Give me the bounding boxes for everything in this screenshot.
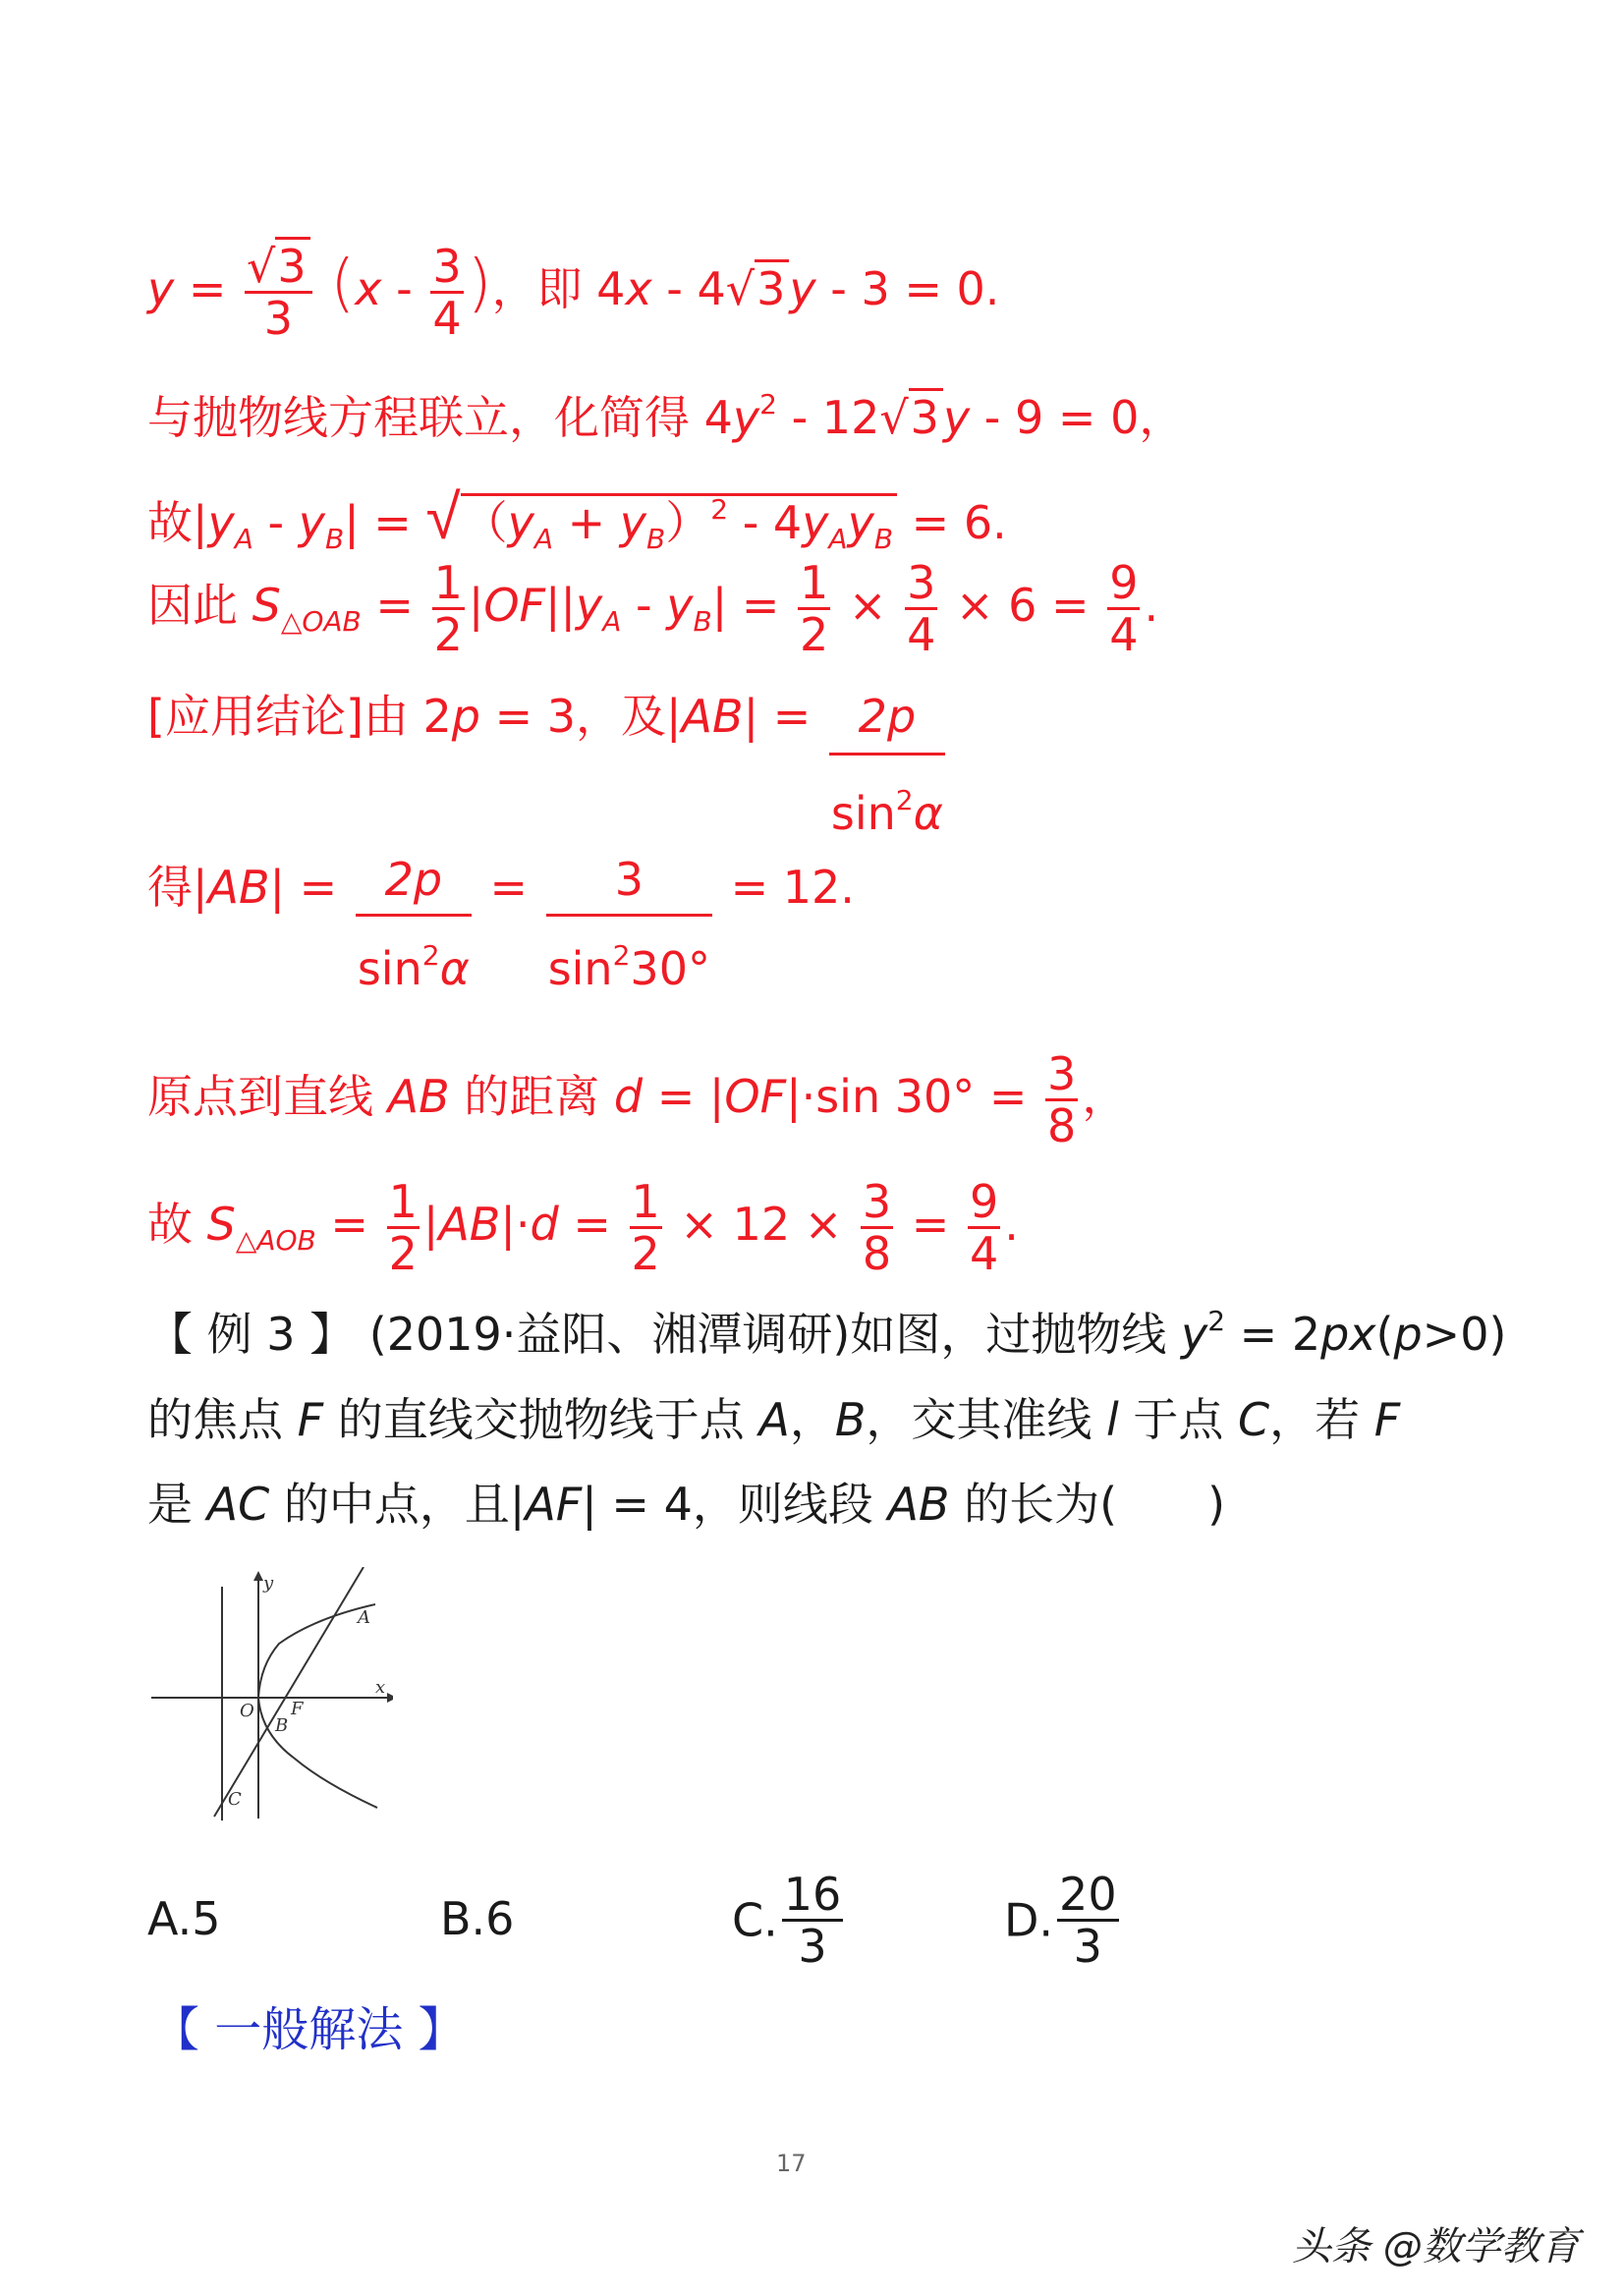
fraction	[782, 1868, 844, 1973]
radicand: 3	[909, 388, 943, 444]
superscript: 2	[710, 493, 729, 526]
fraction-3-over-4	[430, 240, 463, 345]
var-of: OF	[483, 579, 546, 632]
var-ab: AB	[887, 1478, 950, 1531]
var-y: y	[942, 391, 971, 444]
var-d: d	[530, 1198, 559, 1251]
text: 于点	[1118, 1393, 1239, 1446]
radicand: 3	[755, 259, 789, 315]
numerator: 9	[969, 1175, 999, 1228]
denominator: 4	[907, 608, 936, 661]
equals: =	[315, 1198, 383, 1251]
var-d: d	[613, 1070, 644, 1123]
var-y: y	[576, 579, 603, 632]
equals: =	[361, 579, 428, 632]
var-y: y	[619, 496, 647, 549]
var-af: AF	[525, 1478, 583, 1531]
point-c-label: C	[228, 1789, 242, 1810]
numerator: 2p	[384, 853, 443, 906]
equation-line-1	[147, 240, 1000, 345]
example-line-2	[147, 1393, 1401, 1446]
radicand	[461, 493, 897, 555]
var-f: F	[1373, 1393, 1401, 1446]
denominator	[829, 753, 945, 840]
text: 得|	[147, 861, 208, 914]
text: 【 例 3 】 (2019·益阳、湘潭调研)如图，过抛物线	[147, 1308, 1181, 1361]
equation-line-3	[147, 481, 1007, 555]
var-b: B	[834, 1393, 867, 1446]
x-label: x	[375, 1677, 386, 1698]
denominator: 8	[1047, 1099, 1077, 1152]
fraction-sqrt3-over-3	[245, 240, 312, 345]
alpha: α	[439, 942, 470, 995]
text: |·sin 30° =	[786, 1070, 1042, 1123]
text: = 3，及|	[479, 690, 682, 743]
numerator: 3	[614, 853, 644, 906]
var-ab: AB	[387, 1070, 450, 1123]
text: ，	[1082, 1070, 1128, 1123]
numerator: 2p	[858, 690, 917, 743]
var-ab: AB	[681, 690, 744, 743]
general-method-heading: 【 一般解法 】	[152, 2002, 466, 2057]
numerator: 3	[907, 556, 936, 609]
option-a: A.5	[147, 1892, 221, 1945]
var-s: S	[252, 579, 281, 632]
text: - 9 = 0，	[970, 391, 1185, 444]
text: ，交其准线	[866, 1393, 1106, 1446]
denominator: 3	[1057, 1919, 1119, 1969]
equation-line-7	[147, 1047, 1128, 1152]
numerator: 1	[388, 1175, 418, 1228]
var-y: y	[789, 262, 816, 315]
fraction-3-over-sin2-30	[546, 853, 712, 995]
period: .	[1004, 1198, 1019, 1251]
numerator: 3	[1047, 1047, 1077, 1100]
point-a-label: A	[358, 1607, 370, 1628]
denominator: 3	[782, 1919, 844, 1969]
subscript: B	[873, 523, 894, 555]
text: 是	[147, 1478, 207, 1531]
left-paren: (	[330, 248, 356, 320]
text: 与抛物线方程联立，化简得 4	[147, 391, 733, 444]
numerator: 9	[1109, 556, 1139, 609]
text: 的距离	[449, 1070, 614, 1123]
equals: =	[188, 262, 227, 315]
denominator	[546, 914, 712, 995]
var-c: C	[1238, 1393, 1270, 1446]
text: 的直线交抛物线于点	[323, 1393, 759, 1446]
page-number: 17	[776, 2150, 807, 2177]
text: ，	[789, 1393, 835, 1446]
var-ac: AC	[206, 1478, 270, 1531]
option-d	[1004, 1868, 1123, 1973]
equation-line-2	[147, 388, 1185, 444]
alpha: α	[913, 787, 943, 840]
text: 的焦点	[147, 1393, 298, 1446]
denominator: 2	[631, 1227, 660, 1280]
subscript: B	[693, 605, 712, 638]
plus: +	[553, 496, 620, 549]
subscript: △OAB	[280, 605, 362, 638]
text: = |	[643, 1070, 725, 1123]
minus: -	[396, 262, 413, 315]
option-c	[732, 1868, 847, 1973]
example-line-1	[147, 1305, 1507, 1361]
text: 的中点，且|	[269, 1478, 526, 1531]
fraction	[1057, 1868, 1119, 1973]
denominator: 4	[969, 1227, 999, 1280]
superscript: 2	[895, 784, 914, 816]
var-y: y	[847, 496, 874, 549]
parabola-figure	[147, 1567, 393, 1822]
text: |·	[500, 1198, 531, 1251]
text: -	[621, 579, 667, 632]
fraction	[905, 556, 937, 661]
numerator: 3	[432, 240, 462, 293]
var-f: F	[297, 1393, 324, 1446]
var-a: A	[758, 1393, 790, 1446]
text: × 6 =	[941, 579, 1104, 632]
text: [应用结论]由 2	[147, 690, 452, 743]
superscript: 2	[1207, 1305, 1226, 1337]
subscript: A	[234, 523, 253, 555]
numerator: 1	[800, 556, 829, 609]
y-arrow	[253, 1571, 263, 1581]
numerator: 1	[433, 556, 463, 609]
fraction	[861, 1175, 893, 1280]
sin: sin	[830, 787, 896, 840]
text: = 6.	[897, 496, 1007, 549]
fraction	[1045, 1047, 1078, 1152]
text: | =	[269, 861, 352, 914]
var-s: S	[206, 1198, 236, 1251]
text: | =	[344, 496, 426, 549]
var-x: x	[355, 262, 382, 315]
equation-line-8	[147, 1175, 1019, 1280]
var-px: px	[1320, 1308, 1376, 1361]
numerator: 20	[1059, 1868, 1117, 1921]
focal-chord-line	[214, 1567, 364, 1817]
numerator: 16	[783, 1868, 842, 1921]
text: ||	[545, 579, 577, 632]
parabola-curve	[258, 1604, 377, 1808]
sqrt-sign: √	[425, 481, 461, 554]
text: | =	[711, 579, 794, 632]
option-label: C.	[732, 1893, 778, 1947]
text: 原点到直线	[147, 1070, 388, 1123]
denominator: 3	[245, 291, 312, 341]
text: =	[897, 1198, 964, 1251]
option-b: B.6	[440, 1892, 515, 1945]
text: - 4	[651, 262, 726, 315]
text: = 12.	[715, 861, 855, 914]
example-line-3	[147, 1478, 1226, 1531]
text: (	[1375, 1308, 1394, 1361]
var-y: y	[802, 496, 829, 549]
watermark: 头条 @数学教育	[1292, 2224, 1580, 2269]
subscript: △AOB	[235, 1224, 316, 1257]
var-y: y	[147, 262, 175, 315]
fraction	[387, 1175, 420, 1280]
var-ab: AB	[207, 861, 270, 914]
equation-line-5	[147, 690, 949, 840]
var-x: x	[625, 262, 652, 315]
origin-label: O	[240, 1701, 254, 1721]
denominator: 2	[800, 608, 829, 661]
text: 故|	[147, 496, 208, 549]
numerator: 3	[862, 1175, 892, 1228]
text: >0)	[1422, 1308, 1507, 1361]
text: = 2	[1225, 1308, 1321, 1361]
fraction	[432, 556, 465, 661]
text: × 12 ×	[665, 1198, 857, 1251]
equals: =	[475, 861, 542, 914]
text: 故	[147, 1198, 207, 1251]
sin: sin	[547, 942, 613, 995]
fraction-2p-over-sin2a	[829, 690, 945, 840]
equation-line-4	[147, 556, 1159, 661]
denominator: 4	[1109, 608, 1139, 661]
text: - 12	[776, 391, 880, 444]
equation-line-6	[147, 853, 855, 995]
var-y: y	[507, 496, 534, 549]
denominator: 2	[433, 608, 463, 661]
text: 因此	[147, 579, 252, 632]
period: .	[1144, 579, 1159, 632]
var-ab: AB	[438, 1198, 501, 1251]
subscript: B	[324, 523, 345, 555]
superscript: 2	[759, 388, 777, 420]
fraction	[1107, 556, 1140, 661]
text: | = 4，则线段	[582, 1478, 888, 1531]
text: =	[558, 1198, 626, 1251]
var-of: OF	[724, 1070, 787, 1123]
radicand: 3	[275, 237, 309, 293]
denominator	[356, 914, 472, 995]
var-p: p	[451, 690, 480, 743]
x-arrow	[387, 1693, 393, 1703]
var-y: y	[298, 496, 325, 549]
sqrt-sign: √	[879, 391, 909, 444]
subscript: A	[533, 523, 553, 555]
text: ，若	[1269, 1393, 1374, 1446]
sqrt-sign: √	[725, 262, 756, 315]
superscript: 2	[612, 939, 631, 972]
focus-label: F	[291, 1699, 304, 1719]
denominator: 2	[388, 1227, 418, 1280]
var-y: y	[732, 391, 760, 444]
paren: （	[462, 496, 508, 549]
sin: sin	[357, 942, 422, 995]
point-b-label: B	[275, 1715, 289, 1736]
denominator: 4	[432, 292, 462, 345]
var-y: y	[207, 496, 235, 549]
right-paren: )	[467, 248, 492, 320]
angle: 30°	[630, 942, 710, 995]
denominator: 8	[862, 1227, 892, 1280]
paren: ）	[665, 496, 711, 549]
fraction	[968, 1175, 1000, 1280]
subscript: B	[646, 523, 666, 555]
text: |	[468, 579, 484, 632]
numerator: 1	[631, 1175, 660, 1228]
superscript: 2	[421, 939, 440, 972]
text: - 4	[728, 496, 803, 549]
var-y: y	[1180, 1308, 1208, 1361]
y-label: y	[263, 1573, 274, 1594]
var-l: l	[1106, 1393, 1119, 1446]
var-y: y	[666, 579, 694, 632]
sqrt-sign: √	[247, 240, 276, 293]
fraction	[630, 1175, 662, 1280]
text: ，即 4	[491, 262, 626, 315]
text: 的长为( )	[949, 1478, 1226, 1531]
option-label: D.	[1004, 1893, 1054, 1947]
text: - 3 = 0.	[815, 262, 1000, 315]
subscript: A	[828, 523, 848, 555]
var-p: p	[1393, 1308, 1423, 1361]
fraction	[798, 556, 830, 661]
fraction-2p-over-sin2a	[356, 853, 472, 995]
text: -	[252, 496, 299, 549]
text: | =	[743, 690, 825, 743]
subscript: A	[602, 605, 622, 638]
text: |	[422, 1198, 439, 1251]
times: ×	[834, 579, 902, 632]
